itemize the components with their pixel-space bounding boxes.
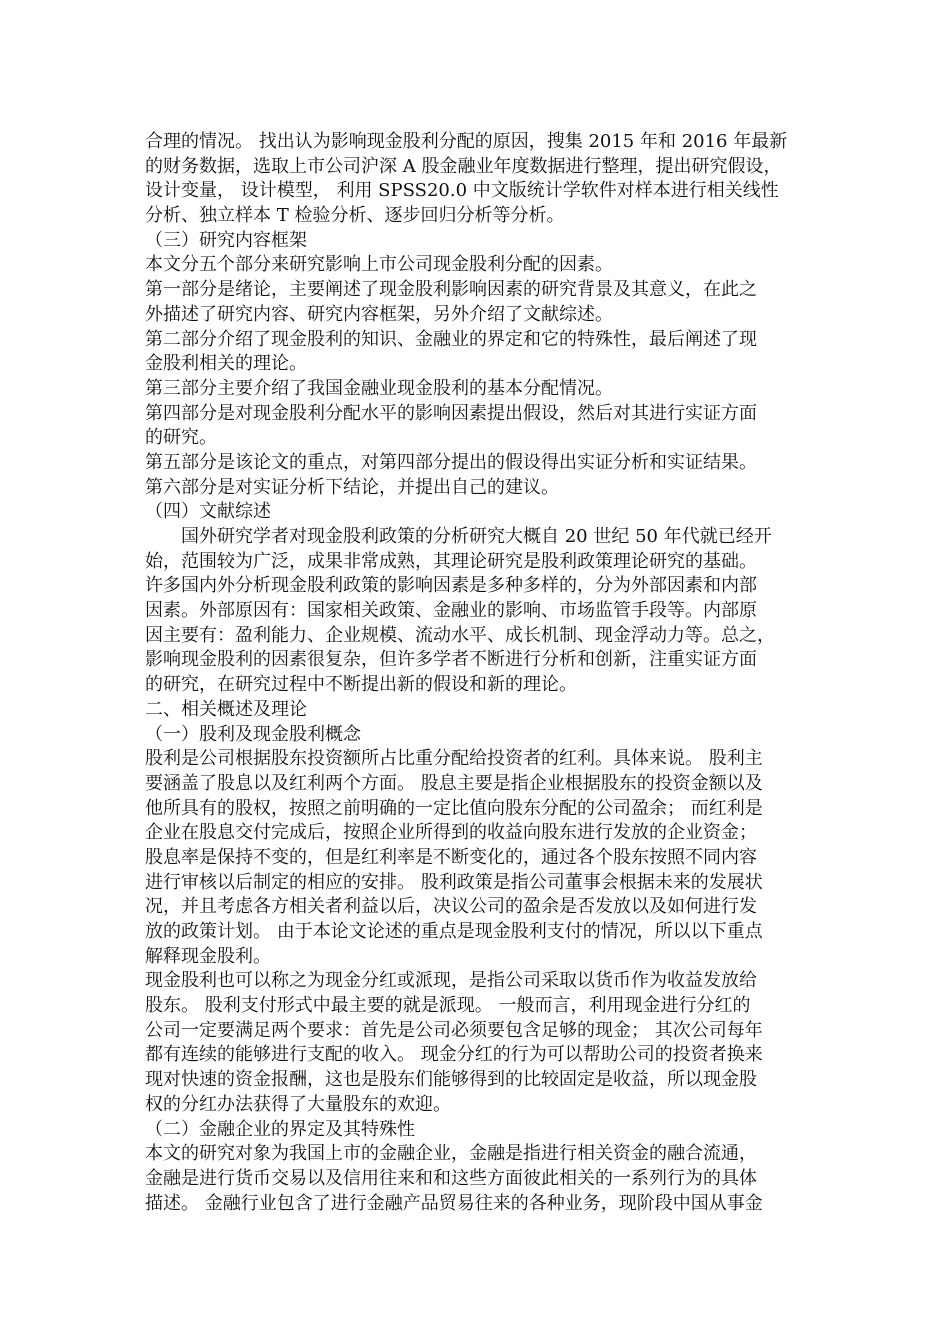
text-line: 第二部分介绍了现金股利的知识、金融业的界定和它的特殊性，最后阐述了现 [145,328,757,350]
text-line: 现金股利也可以称之为现金分红或派现，是指公司采取以货币作为收益发放给 [145,970,757,992]
text-line: 的研究，在研究过程中不断提出新的假设和新的理论。 [145,674,577,696]
text-line: 股息率是保持不变的，但是红利率是不断变化的，通过各个股东按照不同内容 [145,846,757,868]
text-line: 放的政策计划。 由于本论文论述的重点是现金股利支付的情况，所以以下重点 [145,921,763,942]
section-heading: （四）文献综述 [145,501,271,523]
section-heading: （三）研究内容框架 [145,229,307,251]
text-line: 股东。 股利支付形式中最主要的就是派现。 一般而言，利用现金进行分红的 [145,995,751,1017]
text-line: 金融是进行货币交易以及信用往来和和这些方面彼此相关的一系列行为的具体 [145,1167,757,1189]
text-line: 他所具有的股权，按照之前明确的一定比值向股东分配的公司盈余； 而红利是 [145,797,763,819]
text-line: 因主要有：盈利能力、企业规模、流动水平、成长机制、现金浮动力等。总之， [145,624,775,646]
text-line: 的研究。 [145,427,217,449]
text-line: 影响现金股利的因素很复杂，但许多学者不断进行分析和创新，注重实证方面 [145,649,757,671]
text-line: 设计变量， 设计模型， 利用 SPSS20.0 中文版统计学软件对样本进行相关线性 [145,180,779,202]
text-line: 要涵盖了股息以及红利两个方面。 股息主要是指企业根据股东的投资金额以及 [145,772,763,794]
section-heading: （一）股利及现金股利概念 [145,723,361,745]
text-line: 本文分五个部分来研究影响上市公司现金股利分配的因素。 [145,254,613,276]
text-line: 第三部分主要介绍了我国金融业现金股利的基本分配情况。 [145,377,613,399]
text-line: 企业在股息交付完成后，按照企业所得到的收益向股东进行发放的企业资金； [145,822,757,844]
text-line: 本文的研究对象为我国上市的金融企业，金融是指进行相关资金的融合流通， [145,1143,757,1165]
text-line: 第四部分是对现金股利分配水平的影响因素提出假设，然后对其进行实证方面 [145,402,757,424]
text-line: 分析、独立样本 T 检验分析、逐步回归分析等分析。 [145,205,565,227]
document-page [145,130,815,1216]
text-line: 的财务数据，选取上市公司沪深 A 股金融业年度数据进行整理，提出研究假设， [145,155,782,177]
text-line: 外描述了研究内容、研究内容框架，另外介绍了文献综述。 [145,303,613,325]
text-line: 权的分红办法获得了大量股东的欢迎。 [145,1093,451,1115]
text-line: 合理的情况。 找出认为影响现金股利分配的原因，搜集 2015 年和 2016 年最新 [145,131,788,152]
text-line: 股利是公司根据股东投资额所占比重分配给投资者的红利。具体来说。 股利主 [145,748,763,770]
text-line: 公司一定要满足两个要求：首先是公司必须要包含足够的现金； 其次公司每年 [145,1019,763,1041]
text-line: 因素。外部原因有：国家相关政策、金融业的影响、市场监管手段等。内部原 [145,600,757,622]
text-line: 许多国内外分析现金股利政策的影响因素是多种多样的，分为外部因素和内部 [145,575,757,597]
text-line: 第五部分是该论文的重点，对第四部分提出的假设得出实证分析和实证结果。 [145,451,757,473]
text-line: 金股利相关的理论。 [145,353,307,375]
text-line: 第六部分是对实证分析下结论，并提出自己的建议。 [145,476,559,498]
text-line: 始，范围较为广泛，成果非常成熟，其理论研究是股利政策理论研究的基础。 [145,550,757,572]
section-heading: （二）金融企业的界定及其特殊性 [145,1118,415,1140]
text-line: 国外研究学者对现金股利政策的分析研究大概自 20 世纪 50 年代就已经开 [181,526,772,547]
text-line: 第一部分是绪论，主要阐述了现金股利影响因素的研究背景及其意义，在此之 [145,279,757,301]
text-line: 解释现金股利。 [145,945,271,967]
text-line: 描述。 金融行业包含了进行金融产品贸易往来的各种业务，现阶段中国从事金 [145,1192,763,1214]
chapter-heading: 二、相关概述及理论 [145,698,307,720]
text-line: 现对快速的资金报酬，这也是股东们能够得到的比较固定是收益，所以现金股 [145,1069,757,1091]
text-line: 况，并且考虑各方相关者利益以后，决议公司的盈余是否发放以及如何进行发 [145,896,757,918]
text-line: 都有连续的能够进行支配的收入。 现金分红的行为可以帮助公司的投资者换来 [145,1044,763,1066]
text-line: 进行审核以后制定的相应的安排。 股利政策是指公司董事会根据未来的发展状 [145,871,763,893]
